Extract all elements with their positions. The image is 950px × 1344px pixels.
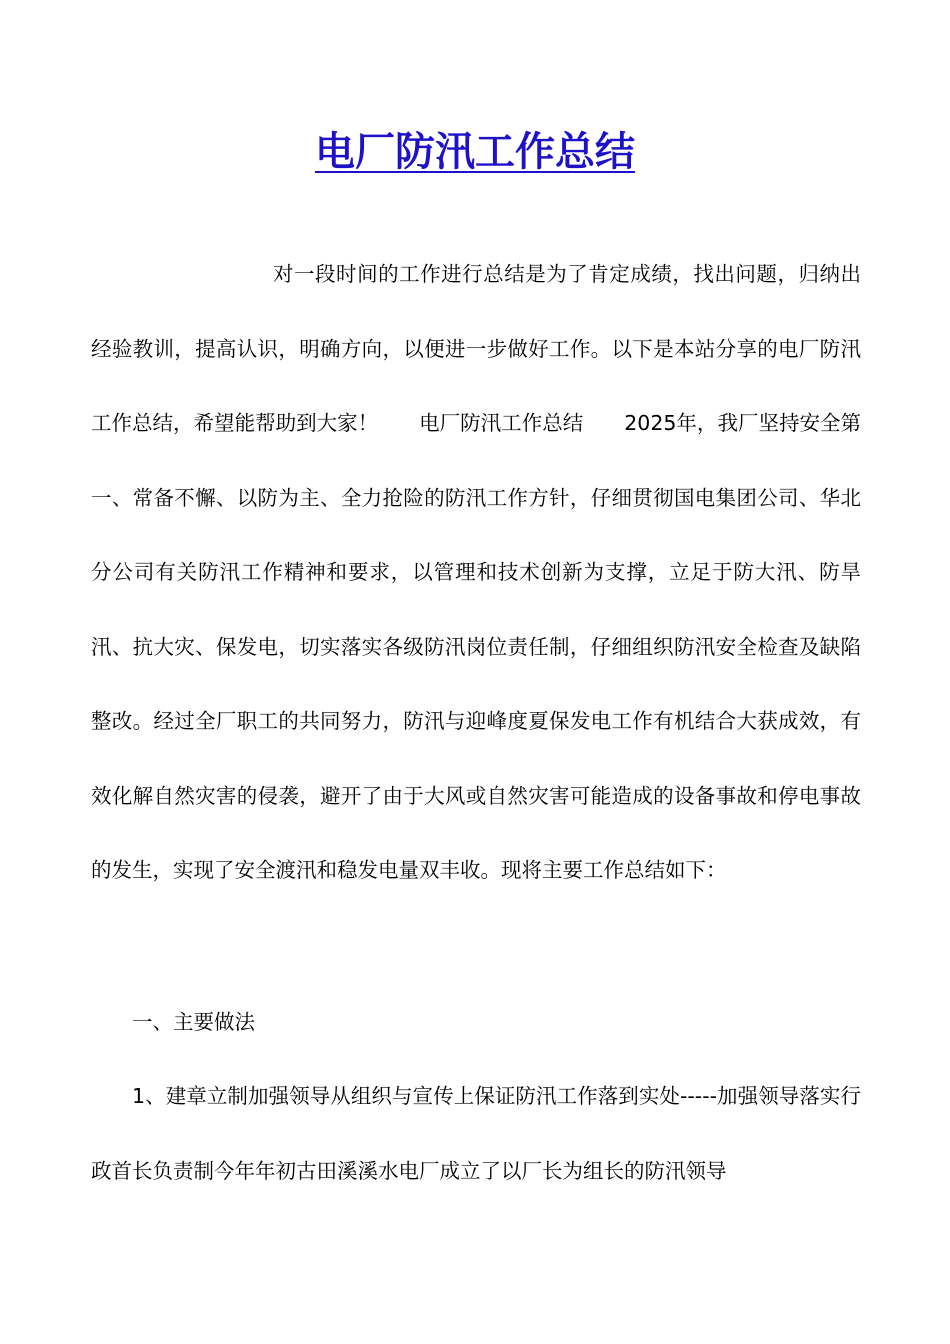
list-item-paragraph: 1、建章立制加强领导从组织与宣传上保证防汛工作落到实处-----加强领导落实行政首长负责制今年年初古田溪溪水电厂成立了以厂长为组长的防汛领导 [91,1084,861,1183]
document-title [0,122,950,182]
intro-paragraph: 对一段时间的工作进行总结是为了肯定成绩，找出问题，归纳出经验教训，提高认识，明确方向，以便进一步做好工作。以下是本站分享的电厂防汛工作总结，希望能帮助到大家！ 电厂防汛工作总结 2025年，我厂坚持安全第一、常备不懈、以防为主、全力抢险的防汛工作方针，仔细贯彻国电集团公司、华北分公司有关防汛工作精神和要求，以管理和技术创新为支撑，立足于防大汛、防旱汛、抗大灾、保发电，切实落实各级防汛岗位责任制，仔细组织防汛安全检查及缺陷整改。经过全厂职工的共同努力，防汛与迎峰度夏保发电工作有机结合大获成效，有效化解自然灾害的侵袭，避开了由于大风或自然灾害可能造成的设备事故和停电事故的发生，实现了安全渡汛和稳发电量双丰收。现将主要工作总结如下： [91,262,861,882]
document-title-text: 电厂防汛工作总结 [315,129,635,175]
section-heading: 一、主要做法 [132,1010,255,1034]
